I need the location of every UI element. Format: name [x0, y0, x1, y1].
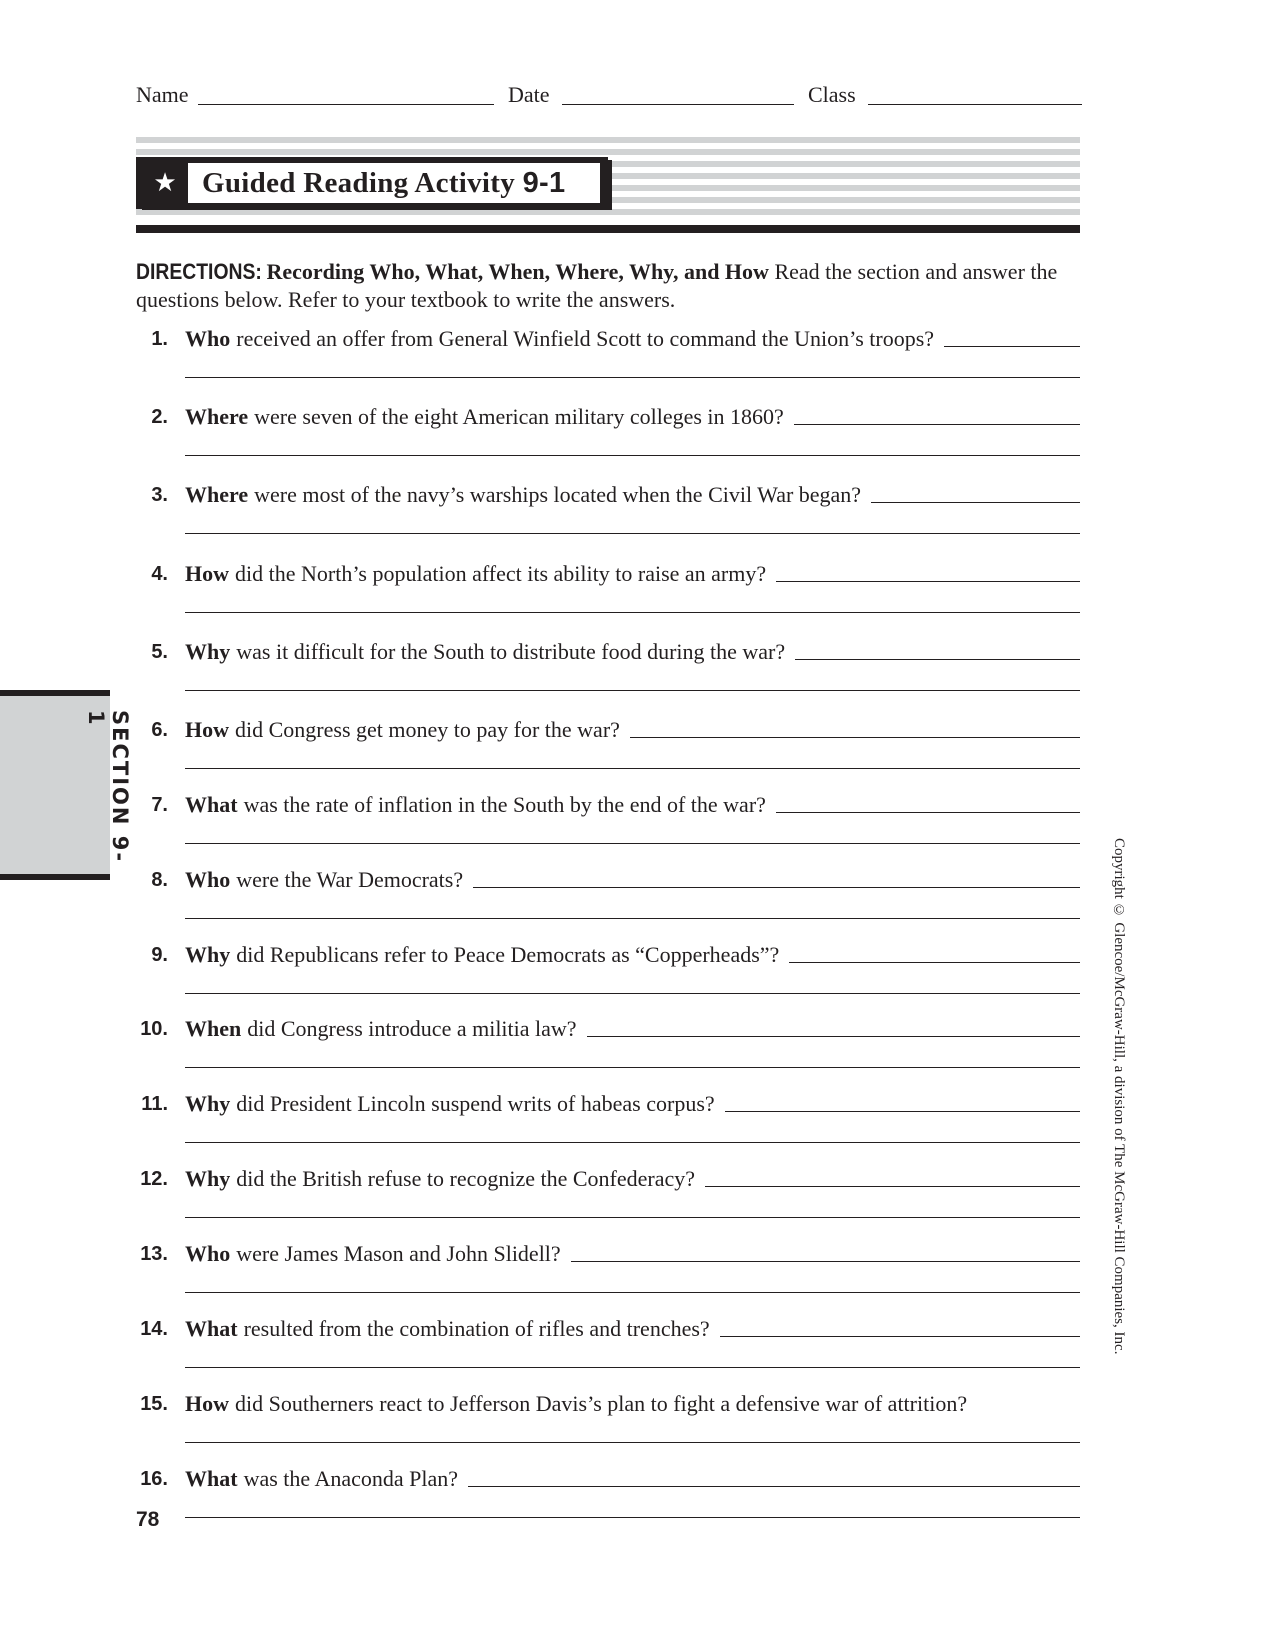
name-field[interactable] — [198, 104, 494, 105]
answer-line[interactable] — [185, 918, 1080, 919]
question-keyword: Why — [185, 1091, 231, 1116]
question-text: did President Lincoln suspend writs of habeas corpus? — [236, 1091, 715, 1116]
question-text: was it difficult for the South to distribute food during the war? — [236, 639, 786, 664]
question-text: did the North’s population affect its ability to raise an army? — [235, 561, 767, 586]
answer-line[interactable] — [185, 1367, 1080, 1368]
title-box — [136, 157, 608, 209]
answer-line[interactable] — [185, 1217, 1080, 1218]
question-item — [132, 1465, 1080, 1525]
question-keyword: Who — [185, 326, 231, 351]
question-row — [185, 1465, 1080, 1493]
question-keyword: When — [185, 1016, 242, 1041]
date-field[interactable] — [562, 104, 794, 105]
question-keyword: What — [185, 1316, 238, 1341]
answer-line[interactable] — [705, 1186, 1080, 1187]
class-label: Class — [808, 82, 856, 107]
answer-line[interactable] — [720, 1336, 1080, 1337]
question-item — [132, 560, 1080, 620]
question-keyword: Who — [185, 1241, 231, 1266]
question-row — [185, 716, 1080, 744]
question-row — [185, 941, 1080, 969]
question-row — [185, 1390, 1080, 1418]
answer-line[interactable] — [185, 1442, 1080, 1443]
question-item — [132, 1015, 1080, 1075]
question-number: 11. — [141, 1093, 168, 1115]
question-number: 1. — [151, 328, 168, 350]
question-text: was the rate of inflation in the South by the end of the war? — [243, 792, 766, 817]
answer-line[interactable] — [185, 768, 1080, 769]
question-text: was the Anaconda Plan? — [243, 1466, 458, 1491]
page-title — [202, 167, 565, 200]
banner-stripe — [136, 149, 1080, 155]
question-number: 5. — [151, 641, 168, 663]
answer-line[interactable] — [725, 1111, 1080, 1112]
question-text: did Congress introduce a militia law? — [247, 1016, 577, 1041]
answer-line[interactable] — [185, 455, 1080, 456]
question-row — [185, 1015, 1080, 1043]
question-item — [132, 866, 1080, 926]
question-item — [132, 481, 1080, 541]
question-row — [185, 1165, 1080, 1193]
question-number: 9. — [151, 944, 168, 966]
question-item — [132, 1240, 1080, 1300]
name-label: Name — [136, 82, 189, 107]
question-row — [185, 866, 1080, 894]
answer-line[interactable] — [789, 962, 1080, 963]
question-text: were most of the navy’s warships located when the Civil War began? — [254, 482, 862, 507]
question-text: did Southerners react to Jefferson Davis’s plan to fight a defensive war of attrition? — [235, 1391, 968, 1416]
question-number: 16. — [140, 1468, 168, 1490]
question-keyword: How — [185, 717, 229, 742]
question-text: were seven of the eight American military colleges in 1860? — [254, 404, 784, 429]
question-item — [132, 1165, 1080, 1225]
question-row — [185, 1090, 1080, 1118]
question-row — [185, 1240, 1080, 1268]
copyright-notice: Copyright © Glencoe/McGraw-Hill, a division of The McGraw-Hill Companies, Inc. — [1111, 838, 1127, 1355]
title-label: Guided Reading Activity — [202, 166, 516, 199]
question-keyword: What — [185, 1466, 238, 1491]
question-row — [185, 638, 1080, 666]
question-text: did the British refuse to recognize the Confederacy? — [236, 1166, 696, 1191]
answer-line[interactable] — [185, 1292, 1080, 1293]
question-keyword: Who — [185, 867, 231, 892]
question-row — [185, 560, 1080, 588]
answer-line[interactable] — [185, 1517, 1080, 1518]
question-row — [185, 1315, 1080, 1343]
directions — [136, 258, 1080, 314]
question-keyword: Why — [185, 1166, 231, 1191]
question-row — [185, 325, 1080, 353]
question-keyword: How — [185, 561, 229, 586]
question-keyword: Why — [185, 942, 231, 967]
title-inner — [188, 163, 600, 203]
question-item — [132, 638, 1080, 698]
question-keyword: Why — [185, 639, 231, 664]
question-text: were James Mason and John Slidell? — [236, 1241, 561, 1266]
answer-line[interactable] — [794, 424, 1080, 425]
directions-bold: Recording Who, What, When, Where, Why, and How — [266, 259, 769, 284]
question-number: 6. — [151, 719, 168, 741]
answer-line[interactable] — [185, 993, 1080, 994]
question-number: 8. — [151, 869, 168, 891]
answer-line[interactable] — [473, 887, 1080, 888]
question-text: received an offer from General Winfield Scott to command the Union’s troops? — [236, 326, 935, 351]
question-item — [132, 403, 1080, 463]
question-item — [132, 1090, 1080, 1150]
answer-line[interactable] — [587, 1036, 1080, 1037]
question-number: 4. — [151, 563, 168, 585]
answer-line[interactable] — [630, 737, 1080, 738]
question-text: did Republicans refer to Peace Democrats as “Copperheads”? — [236, 942, 780, 967]
question-item — [132, 941, 1080, 1001]
date-label: Date — [508, 82, 550, 107]
question-number: 15. — [140, 1393, 168, 1415]
question-keyword: Where — [185, 404, 249, 429]
answer-line[interactable] — [185, 377, 1080, 378]
question-text: resulted from the combination of rifles and trenches? — [243, 1316, 710, 1341]
answer-line[interactable] — [185, 533, 1080, 534]
directions-text: Read the section and answer the questions below. Refer to your textbook to write the answers. — [136, 259, 1058, 312]
answer-line[interactable] — [185, 843, 1080, 844]
activity-number: 9-1 — [522, 166, 566, 199]
answer-line[interactable] — [185, 1067, 1080, 1068]
question-number: 3. — [151, 484, 168, 506]
answer-line[interactable] — [185, 690, 1080, 691]
header-fields — [136, 82, 1080, 112]
answer-line[interactable] — [944, 346, 1080, 347]
question-number: 2. — [151, 406, 168, 428]
directions-label: DIRECTIONS: — [136, 259, 262, 284]
question-keyword: What — [185, 792, 238, 817]
answer-line[interactable] — [468, 1486, 1080, 1487]
question-keyword: Where — [185, 482, 249, 507]
title-banner — [136, 137, 1080, 233]
question-number: 14. — [140, 1318, 168, 1340]
answer-line[interactable] — [776, 812, 1080, 813]
class-field[interactable] — [868, 104, 1082, 105]
section-tab-label: SECTION 9-1 — [84, 710, 132, 864]
question-number: 10. — [140, 1018, 168, 1040]
question-item — [132, 791, 1080, 851]
answer-line[interactable] — [185, 612, 1080, 613]
question-item — [132, 1315, 1080, 1375]
question-number: 12. — [140, 1168, 168, 1190]
answer-line[interactable] — [776, 581, 1080, 582]
banner-rule — [136, 225, 1080, 233]
question-number: 13. — [140, 1243, 168, 1265]
answer-line[interactable] — [871, 502, 1080, 503]
question-keyword: How — [185, 1391, 229, 1416]
section-tab — [0, 690, 132, 880]
page-number: 78 — [136, 1508, 160, 1531]
question-row — [185, 403, 1080, 431]
answer-line[interactable] — [571, 1261, 1080, 1262]
question-item — [132, 716, 1080, 776]
question-text: did Congress get money to pay for the war? — [235, 717, 620, 742]
answer-line[interactable] — [795, 659, 1080, 660]
question-item — [132, 1390, 1080, 1450]
question-text: were the War Democrats? — [236, 867, 464, 892]
question-row — [185, 791, 1080, 819]
question-row — [185, 481, 1080, 509]
question-number: 7. — [151, 794, 168, 816]
answer-line[interactable] — [185, 1142, 1080, 1143]
banner-stripe — [136, 137, 1080, 143]
question-item — [132, 325, 1080, 385]
star-icon: ★ — [153, 168, 177, 198]
